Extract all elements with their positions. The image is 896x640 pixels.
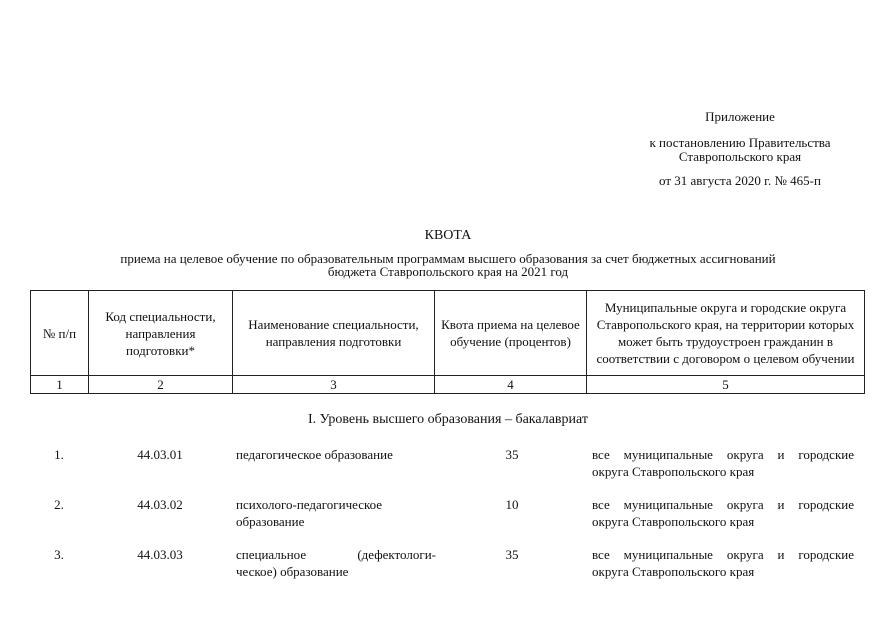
column-number-1: 1 (31, 376, 89, 394)
row-municipalities-line-2: округа Ставропольского края (592, 564, 755, 579)
row-name-line-1: психолого-педагогическое (236, 497, 383, 512)
row-number: 3. (54, 547, 64, 562)
header-number: № п/п (31, 291, 89, 376)
row-number: 1. (54, 447, 64, 462)
column-number-5: 5 (587, 376, 865, 394)
table-row (30, 546, 864, 586)
row-municipalities-line-1: все муниципальные округа и городские (592, 447, 854, 462)
column-number-2: 2 (89, 376, 233, 394)
row-municipalities-line-1: все муниципальные округа и городские (592, 547, 854, 562)
row-name-line-2: образование (236, 514, 305, 529)
row-quota: 35 (505, 447, 519, 462)
document-title: КВОТА (424, 228, 472, 243)
section-title: I. Уровень высшего образования – бакалавриат (308, 412, 588, 427)
row-municipalities-line-2: округа Ставропольского края (592, 514, 755, 529)
row-name-line-1: педагогическое образование (236, 447, 393, 462)
row-name (236, 496, 436, 530)
row-municipalities-line-2: округа Ставропольского края (592, 464, 755, 479)
row-municipalities (592, 446, 854, 480)
row-municipalities (592, 496, 854, 530)
header-name: Наименование специальности, направления подготовки (233, 291, 435, 376)
column-number-4: 4 (435, 376, 587, 394)
row-code: 44.03.01 (137, 447, 183, 462)
appendix-line-2: Ставропольского края (678, 149, 802, 164)
row-municipalities-line-1: все муниципальные округа и городские (592, 497, 854, 512)
row-quota: 35 (505, 547, 519, 562)
row-quota: 10 (505, 497, 519, 512)
table-row (30, 446, 864, 486)
document-subtitle-line-2: бюджета Ставропольского края на 2021 год (327, 264, 569, 279)
header-municipalities: Муниципальные округа и городские округа Ставропольского края, на территории которых может быть трудоустроен гражданин в соответствии с договором о целевом обучении (587, 291, 865, 376)
appendix-title: Приложение (705, 109, 775, 124)
row-code: 44.03.02 (137, 497, 183, 512)
row-number: 2. (54, 497, 64, 512)
row-name-line-2: ческое) образование (236, 564, 349, 579)
quota-table-header (30, 290, 865, 394)
appendix-line-3: от 31 августа 2020 г. № 465-п (659, 173, 821, 188)
table-row (30, 496, 864, 536)
column-number-3: 3 (233, 376, 435, 394)
row-code: 44.03.03 (137, 547, 183, 562)
document-subtitle-line-1: приема на целевое обучение по образовательным программам высшего образования за счет бюджетных ассигнований (120, 251, 776, 266)
row-municipalities (592, 546, 854, 580)
appendix-line-1: к постановлению Правительства (649, 135, 831, 150)
header-quota: Квота приема на целевое обучение (процентов) (435, 291, 587, 376)
header-code: Код специальности, направления подготовки* (89, 291, 233, 376)
row-name-line-1: специальное (дефектологи- (236, 547, 436, 562)
row-name (236, 446, 436, 463)
row-name (236, 546, 436, 580)
